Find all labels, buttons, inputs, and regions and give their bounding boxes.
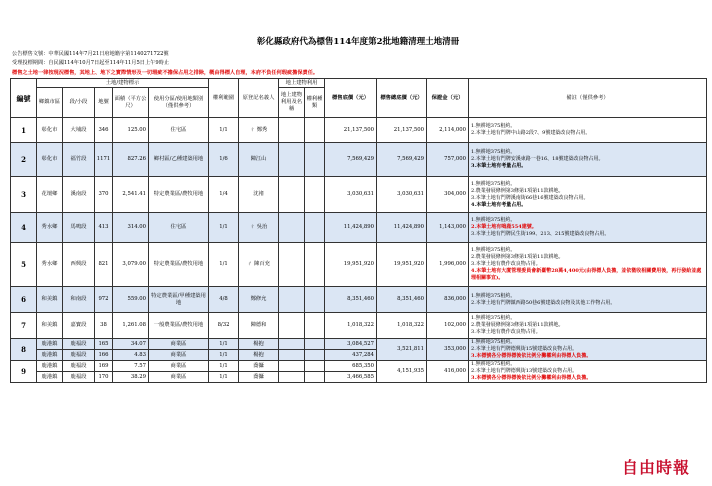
owner-cell: ㄔ 吳治 bbox=[239, 213, 279, 243]
remarks-cell bbox=[469, 213, 707, 243]
header-right-kind: 權利種類 bbox=[305, 88, 325, 118]
zoning-cell: 商業區 bbox=[149, 350, 209, 361]
base-price-cell: 437,284 bbox=[325, 350, 377, 361]
section-cell: 嘉寶段 bbox=[63, 313, 95, 339]
header-total-price: 標售總底價（元） bbox=[377, 79, 427, 118]
remark-line: 2.本筆土地有門牌德興街13號建築改良物占用。 bbox=[471, 368, 578, 374]
right-kind-cell bbox=[305, 350, 325, 361]
right-kind-cell bbox=[305, 143, 325, 177]
area-cell: 38.29 bbox=[113, 372, 149, 383]
deposit-cell: 1,143,000 bbox=[427, 213, 469, 243]
owner-cell: 沈褚 bbox=[239, 177, 279, 213]
building-name-cell bbox=[279, 143, 305, 177]
county-cell: 鹿港鎮 bbox=[37, 350, 63, 361]
header-rights: 權利範圍 bbox=[209, 79, 239, 118]
remark-line: 2.本筆土地有門牌安溪東路一巷16、18號建築改良物占用。 bbox=[471, 156, 604, 162]
zoning-cell: 住宅區 bbox=[149, 213, 209, 243]
total-price-cell: 1,018,322 bbox=[377, 313, 427, 339]
remarks-cell bbox=[469, 143, 707, 177]
base-price-cell: 685,350 bbox=[325, 361, 377, 372]
building-name-cell bbox=[279, 177, 305, 213]
right-kind-cell bbox=[305, 361, 325, 372]
total-price-cell: 21,137,500 bbox=[377, 118, 427, 143]
section-cell: 溪南段 bbox=[63, 177, 95, 213]
publisher-logo: 自由時報 bbox=[622, 458, 691, 477]
section-cell: 鹿福段 bbox=[63, 350, 95, 361]
rights-cell: 1/1 bbox=[209, 372, 239, 383]
section-cell: 和南段 bbox=[63, 287, 95, 313]
total-price-cell: 11,424,890 bbox=[377, 213, 427, 243]
building-name-cell bbox=[279, 213, 305, 243]
rights-cell: 1/1 bbox=[209, 243, 239, 287]
header-lot: 地號 bbox=[95, 88, 113, 118]
base-price-cell: 1,018,322 bbox=[325, 313, 377, 339]
header-zoning: 使用分區/使用地類別（僅供參考） bbox=[149, 88, 209, 118]
header-remarks: 備註（僅供參考） bbox=[469, 79, 707, 118]
right-kind-cell bbox=[305, 177, 325, 213]
remarks-cell bbox=[469, 313, 707, 339]
remark-line: 3.本筆土地有農作改良物占用。 bbox=[471, 329, 541, 335]
owner-cell: 楊抱 bbox=[239, 339, 279, 350]
rights-cell: 1/4 bbox=[209, 177, 239, 213]
lot-cell: 370 bbox=[95, 177, 113, 213]
area-cell: 559.00 bbox=[113, 287, 149, 313]
area-cell: 7.57 bbox=[113, 361, 149, 372]
county-cell: 鹿港鎮 bbox=[37, 372, 63, 383]
deposit-cell: 102,000 bbox=[427, 313, 469, 339]
county-cell: 彰化市 bbox=[37, 143, 63, 177]
header-building-group: 地上建物利用 bbox=[279, 79, 325, 88]
remark-line: 3.本筆土地有門牌民生街199、213、215號建築改良物占用。 bbox=[471, 231, 610, 237]
header-deposit: 保證金（元） bbox=[427, 79, 469, 118]
deposit-cell: 1,996,000 bbox=[427, 243, 469, 287]
owner-cell: 喬攝 bbox=[239, 361, 279, 372]
remark-line: 2.本筆土地有鳴鹿554建號。 bbox=[471, 224, 537, 230]
county-cell: 秀水鄉 bbox=[37, 213, 63, 243]
row-number: 9 bbox=[11, 361, 37, 383]
county-cell: 和美鎮 bbox=[37, 287, 63, 313]
owner-cell: 喬攝 bbox=[239, 372, 279, 383]
lot-cell: 413 bbox=[95, 213, 113, 243]
base-price-cell: 21,137,500 bbox=[325, 118, 377, 143]
zoning-cell: 特定農業區/農牧用地 bbox=[149, 177, 209, 213]
remark-line: 1.無耕地375租約。 bbox=[471, 292, 516, 299]
remark-line: 1.無耕地375租約。 bbox=[471, 123, 516, 129]
section-cell: 馬鳴段 bbox=[63, 213, 95, 243]
table-row bbox=[11, 361, 707, 372]
area-cell: 2,541.41 bbox=[113, 177, 149, 213]
remark-line: 3.本標號各分標得標後依比例分攤權利由得標人負擔。 bbox=[471, 375, 592, 381]
county-cell: 鹿港鎮 bbox=[37, 361, 63, 372]
remark-line: 1.無耕地375租約。 bbox=[471, 180, 516, 187]
owner-cell: 鄭修允 bbox=[239, 287, 279, 313]
right-kind-cell bbox=[305, 213, 325, 243]
lot-cell: 346 bbox=[95, 118, 113, 143]
right-kind-cell bbox=[305, 118, 325, 143]
header-owner: 原登記名義人 bbox=[239, 79, 279, 118]
remark-line: 1.無耕地375租約。 bbox=[471, 217, 516, 223]
lot-cell: 170 bbox=[95, 372, 113, 383]
right-kind-cell bbox=[305, 313, 325, 339]
deposit-cell: 416,000 bbox=[427, 361, 469, 383]
remark-line: 1.無耕地375租約。 bbox=[471, 339, 516, 345]
owner-cell: 陳德和 bbox=[239, 313, 279, 339]
county-cell: 彰化市 bbox=[37, 118, 63, 143]
deposit-cell: 2,114,000 bbox=[427, 118, 469, 143]
total-price-cell: 19,951,920 bbox=[377, 243, 427, 287]
lot-cell: 821 bbox=[95, 243, 113, 287]
document-title: 彰化縣政府代為標售114年度第2批地籍清理土地清冊 bbox=[256, 37, 460, 47]
county-cell: 秀水鄉 bbox=[37, 243, 63, 287]
table-row bbox=[11, 143, 707, 177]
remarks-cell bbox=[469, 243, 707, 287]
rights-cell: 1/6 bbox=[209, 143, 239, 177]
remark-line: 2.農業發展條例第3條第1項第11款耕地。 bbox=[471, 187, 564, 194]
row-number: 2 bbox=[11, 143, 37, 177]
base-price-cell: 3,084,527 bbox=[325, 339, 377, 350]
rights-cell: 1/1 bbox=[209, 213, 239, 243]
header-building-name: 地上建物利用及名稱 bbox=[279, 88, 305, 118]
table-row bbox=[11, 313, 707, 339]
base-price-cell: 11,424,890 bbox=[325, 213, 377, 243]
base-price-cell: 3,466,585 bbox=[325, 372, 377, 383]
remark-line: 1.無耕地375租約。 bbox=[471, 315, 516, 321]
bidding-period: 受理投標期間：自民國114年10月7日起至114年11月5日上午9時止 bbox=[12, 60, 170, 66]
row-number: 4 bbox=[11, 213, 37, 243]
section-cell: 福竹段 bbox=[63, 143, 95, 177]
remark-line: 1.無耕地375租約。 bbox=[471, 361, 516, 367]
county-cell: 鹿港鎮 bbox=[37, 339, 63, 350]
area-cell: 4.83 bbox=[113, 350, 149, 361]
building-name-cell bbox=[279, 287, 305, 313]
lot-cell: 972 bbox=[95, 287, 113, 313]
header-no: 編號 bbox=[11, 79, 37, 118]
base-price-cell: 8,351,460 bbox=[325, 287, 377, 313]
lot-cell: 1171 bbox=[95, 143, 113, 177]
row-number: 3 bbox=[11, 177, 37, 213]
total-price-cell: 8,351,460 bbox=[377, 287, 427, 313]
remarks-cell bbox=[469, 177, 707, 213]
zoning-cell: 商業區 bbox=[149, 339, 209, 350]
rights-cell: 1/1 bbox=[209, 350, 239, 361]
building-name-cell bbox=[279, 339, 305, 350]
deposit-cell: 757,000 bbox=[427, 143, 469, 177]
remark-line: 2.農業發展條例第3條第1項第11款耕地。 bbox=[471, 322, 564, 328]
building-name-cell bbox=[279, 361, 305, 372]
county-cell: 和美鎮 bbox=[37, 313, 63, 339]
row-number: 5 bbox=[11, 243, 37, 287]
remark-line: 2.本筆土地有門牌中山路2段7、9號建築改良物占用。 bbox=[471, 130, 591, 136]
building-name-cell bbox=[279, 243, 305, 287]
building-name-cell bbox=[279, 313, 305, 339]
rights-cell: 8/32 bbox=[209, 313, 239, 339]
building-name-cell bbox=[279, 350, 305, 361]
row-number: 7 bbox=[11, 313, 37, 339]
land-list-table bbox=[10, 78, 707, 383]
owner-cell: ㄔ 陳百充 bbox=[239, 243, 279, 287]
owner-cell: ㄔ 鄭秀 bbox=[239, 118, 279, 143]
right-kind-cell bbox=[305, 287, 325, 313]
area-cell: 314.00 bbox=[113, 213, 149, 243]
header-land-group: 土地/建物標示 bbox=[37, 79, 209, 88]
section-cell: 鹿福段 bbox=[63, 372, 95, 383]
building-name-cell bbox=[279, 118, 305, 143]
remark-line: 4.本筆土地有考量占用。 bbox=[471, 201, 527, 208]
right-kind-cell bbox=[305, 243, 325, 287]
row-number: 1 bbox=[11, 118, 37, 143]
deposit-cell: 304,000 bbox=[427, 177, 469, 213]
lot-cell: 165 bbox=[95, 339, 113, 350]
owner-cell: 陳江山 bbox=[239, 143, 279, 177]
remark-line: 2.本筆土地有門牌德興街15號建築改良物占用。 bbox=[471, 346, 578, 352]
announcement-number: 公告標售文號：中華民國114年7月21日府地籍字第1140271722號 bbox=[12, 51, 169, 57]
table-row bbox=[11, 177, 707, 213]
table-row bbox=[11, 287, 707, 313]
table-row bbox=[11, 339, 707, 350]
total-price-cell: 3,521,811 bbox=[377, 339, 427, 361]
rights-cell: 1/1 bbox=[209, 339, 239, 350]
lot-cell: 169 bbox=[95, 361, 113, 372]
lot-cell: 38 bbox=[95, 313, 113, 339]
remark-line: 4.本筆土地有大廈管理委員會新臺幣28萬4,400元(由得標人負擔，並依徵收相關費用後，再行發給並處理相關事宜)。 bbox=[471, 268, 702, 281]
remark-line: 2.農業發展條例第3條第1項第11款耕地。 bbox=[471, 254, 564, 260]
rights-cell: 1/1 bbox=[209, 118, 239, 143]
section-cell: 大埔段 bbox=[63, 118, 95, 143]
section-cell: 鹿福段 bbox=[63, 339, 95, 350]
base-price-cell: 3,030,631 bbox=[325, 177, 377, 213]
section-cell: 西興段 bbox=[63, 243, 95, 287]
zoning-cell: 商業區 bbox=[149, 361, 209, 372]
remarks-cell bbox=[469, 339, 707, 361]
remarks-cell bbox=[469, 287, 707, 313]
remark-line: 3.本筆土地有考量占用。 bbox=[471, 163, 527, 169]
zoning-cell: 一般農業區/農牧用地 bbox=[149, 313, 209, 339]
rights-cell: 1/1 bbox=[209, 361, 239, 372]
disclaimer-warning: 標售之土地一律按現況標售，其地上、地下之實際情形及一切瑕疵不擔保占用之排除，概由得標人自理，本府不負任何瑕疵擔保責任。 bbox=[12, 70, 319, 76]
remark-line: 3.本筆土地有農作改良物占用。 bbox=[471, 261, 541, 267]
base-price-cell: 7,569,429 bbox=[325, 143, 377, 177]
row-number: 8 bbox=[11, 339, 37, 361]
building-name-cell bbox=[279, 372, 305, 383]
area-cell: 827.26 bbox=[113, 143, 149, 177]
zoning-cell: 特定農業區/農牧用地 bbox=[149, 243, 209, 287]
table-row bbox=[11, 213, 707, 243]
table-row bbox=[11, 243, 707, 287]
total-price-cell: 3,030,631 bbox=[377, 177, 427, 213]
right-kind-cell bbox=[305, 339, 325, 350]
base-price-cell: 19,951,920 bbox=[325, 243, 377, 287]
header-area: 面積（平方公尺） bbox=[113, 88, 149, 118]
remarks-cell bbox=[469, 118, 707, 143]
zoning-cell: 住宅區 bbox=[149, 118, 209, 143]
section-cell: 鹿福段 bbox=[63, 361, 95, 372]
header-section: 段/小段 bbox=[63, 88, 95, 118]
zoning-cell: 特定農業區/甲種建築用地 bbox=[149, 287, 209, 313]
remark-line: 3.本標號各分標得標後依比例分攤權利由得標人負擔。 bbox=[471, 353, 592, 359]
row-number: 6 bbox=[11, 287, 37, 313]
remark-line: 1.無耕地375租約。 bbox=[471, 149, 516, 155]
remark-line: 3.本筆土地有門牌溪南街66巷16號建築改良物占用。 bbox=[471, 194, 589, 201]
remarks-cell bbox=[469, 361, 707, 383]
total-price-cell: 7,569,429 bbox=[377, 143, 427, 177]
area-cell: 34.07 bbox=[113, 339, 149, 350]
area-cell: 1,261.08 bbox=[113, 313, 149, 339]
header-county: 鄉鎮市區 bbox=[37, 88, 63, 118]
deposit-cell: 353,000 bbox=[427, 339, 469, 361]
remark-line: 2.本筆土地有門牌鎮西路50巷6號建築改良物及其他工作物占用。 bbox=[471, 299, 616, 306]
area-cell: 3,079.00 bbox=[113, 243, 149, 287]
area-cell: 125.00 bbox=[113, 118, 149, 143]
deposit-cell: 836,000 bbox=[427, 287, 469, 313]
right-kind-cell bbox=[305, 372, 325, 383]
zoning-cell: 鄉村區/乙種建築用地 bbox=[149, 143, 209, 177]
owner-cell: 楊抱 bbox=[239, 350, 279, 361]
table-row bbox=[11, 118, 707, 143]
county-cell: 花壇鄉 bbox=[37, 177, 63, 213]
rights-cell: 4/8 bbox=[209, 287, 239, 313]
lot-cell: 166 bbox=[95, 350, 113, 361]
header-base-price: 標售底價（元） bbox=[325, 79, 377, 118]
total-price-cell: 4,151,935 bbox=[377, 361, 427, 383]
zoning-cell: 商業區 bbox=[149, 372, 209, 383]
remark-line: 1.無耕地375租約。 bbox=[471, 247, 516, 253]
